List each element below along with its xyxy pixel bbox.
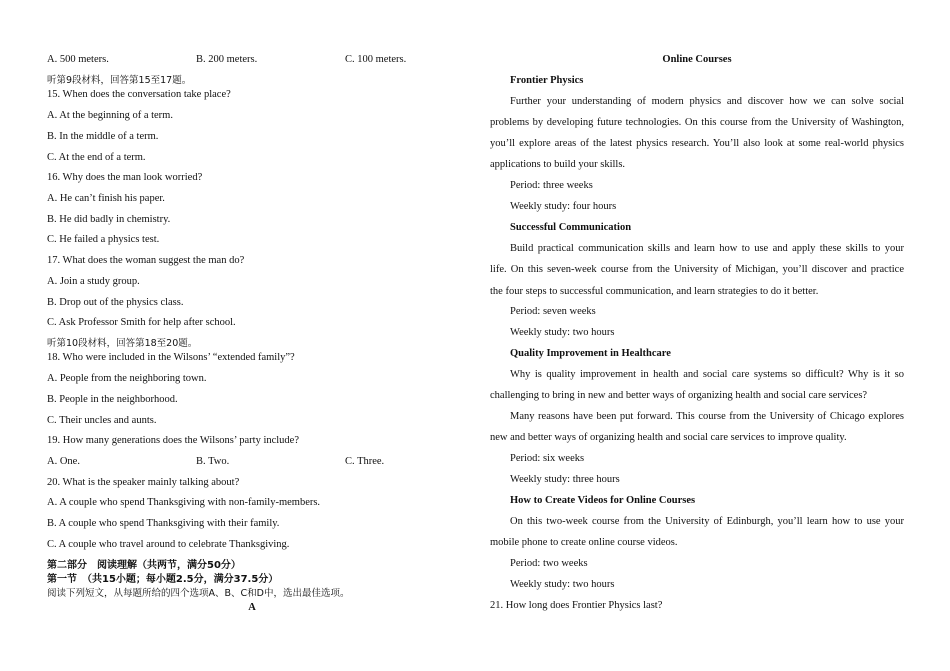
q15-option-a: A. At the beginning of a term. bbox=[47, 110, 173, 121]
q20-option-c: C. A couple who travel around to celebrate Thanksgiving. bbox=[47, 539, 290, 550]
course-description-line: Why is quality improvement in health and social care systems so difficult? Why is it so bbox=[510, 369, 904, 380]
q20-option-a: A. A couple who spend Thanksgiving with non-family-members. bbox=[47, 497, 321, 508]
course-name-quality-improvement: Quality Improvement in Healthcare bbox=[510, 348, 671, 359]
course-description-line: On this two-week course from the University of Edinburgh, you’ll learn how to use your bbox=[510, 516, 904, 527]
course-weekly-study: Weekly study: three hours bbox=[510, 474, 620, 485]
q20-option-b: B. A couple who spend Thanksgiving with their family. bbox=[47, 518, 280, 529]
section9-note: 听第9段材料，回答第15至17题。 bbox=[47, 75, 192, 86]
q16-option-a: A. He can’t finish his paper. bbox=[47, 193, 165, 204]
q19-option-b: B. Two. bbox=[196, 456, 230, 467]
q14-option-b: B. 200 meters. bbox=[196, 54, 258, 65]
section1-heading: 第一节 （共15小题；每小题2.5分，满分37.5分） bbox=[47, 574, 279, 585]
q19-option-a: A. One. bbox=[47, 456, 80, 467]
course-description-line: mobile phone to create online course videos. bbox=[490, 537, 678, 548]
page-title: Online Courses bbox=[662, 54, 732, 65]
course-description-line: life. On this seven-week course from the University of Michigan, you’ll discover and practice bbox=[490, 264, 904, 275]
q16-question: 16. Why does the man look worried? bbox=[47, 172, 203, 183]
q14-option-c: C. 100 meters. bbox=[345, 54, 407, 65]
course-weekly-study: Weekly study: two hours bbox=[510, 327, 615, 338]
q18-option-a: A. People from the neighboring town. bbox=[47, 373, 207, 384]
section10-note: 听第10段材料，回答第18至20题。 bbox=[47, 338, 198, 349]
q19-option-c: C. Three. bbox=[345, 456, 385, 467]
course-period: Period: seven weeks bbox=[510, 306, 596, 317]
course-period: Period: three weeks bbox=[510, 180, 593, 191]
course-description-line: new and better ways of organizing health and social care services to improve quality. bbox=[490, 432, 847, 443]
passage-letter: A bbox=[248, 602, 256, 613]
course-description-line: problems by developing future technologies. On this course from the University of Washington, bbox=[490, 117, 904, 128]
course-description-line: you’ll explore areas of the latest physics research. You’ll also look at some real-world physics bbox=[490, 138, 904, 149]
course-description-line: Many reasons have been put forward. This course from the University of Chicago explores bbox=[510, 411, 904, 422]
course-weekly-study: Weekly study: four hours bbox=[510, 201, 617, 212]
q17-option-c: C. Ask Professor Smith for help after school. bbox=[47, 317, 236, 328]
course-name-frontier-physics: Frontier Physics bbox=[510, 75, 584, 86]
q18-question: 18. Who were included in the Wilsons’ “extended family”? bbox=[47, 352, 295, 363]
q16-option-b: B. He did badly in chemistry. bbox=[47, 214, 171, 225]
course-name-successful-communication: Successful Communication bbox=[510, 222, 632, 233]
instructions: 阅读下列短文，从每题所给的四个选项A、B、C和D中，选出最佳选项。 bbox=[47, 588, 350, 599]
q18-option-b: B. People in the neighborhood. bbox=[47, 394, 178, 405]
part2-heading: 第二部分 阅读理解（共两节，满分50分） bbox=[47, 560, 241, 571]
q20-question: 20. What is the speaker mainly talking about? bbox=[47, 477, 240, 488]
q19-question: 19. How many generations does the Wilsons’ party include? bbox=[47, 435, 300, 446]
q16-option-c: C. He failed a physics test. bbox=[47, 234, 160, 245]
course-period: Period: two weeks bbox=[510, 558, 588, 569]
course-description-line: Build practical communication skills and learn how to use and apply these skills to your bbox=[510, 243, 904, 254]
course-weekly-study: Weekly study: two hours bbox=[510, 579, 615, 590]
q15-question: 15. When does the conversation take place? bbox=[47, 89, 231, 100]
course-description-line: Further your understanding of modern physics and discover how we can solve social bbox=[510, 96, 904, 107]
q18-option-c: C. Their uncles and aunts. bbox=[47, 415, 157, 426]
q14-option-a: A. 500 meters. bbox=[47, 54, 109, 65]
q21-question: 21. How long does Frontier Physics last? bbox=[490, 600, 663, 611]
q17-question: 17. What does the woman suggest the man do? bbox=[47, 255, 245, 266]
course-description-line: the four steps to successful communication, and learn strategies to do it better. bbox=[490, 286, 819, 297]
course-name-online-videos: How to Create Videos for Online Courses bbox=[510, 495, 696, 506]
course-description-line: challenging to bring in new and better ways of organizing health and social care services? bbox=[490, 390, 868, 401]
q17-option-b: B. Drop out of the physics class. bbox=[47, 297, 184, 308]
q17-option-a: A. Join a study group. bbox=[47, 276, 140, 287]
course-description-line: applications to build your skills. bbox=[490, 159, 626, 170]
course-period: Period: six weeks bbox=[510, 453, 585, 464]
q15-option-b: B. In the middle of a term. bbox=[47, 131, 159, 142]
q15-option-c: C. At the end of a term. bbox=[47, 152, 146, 163]
